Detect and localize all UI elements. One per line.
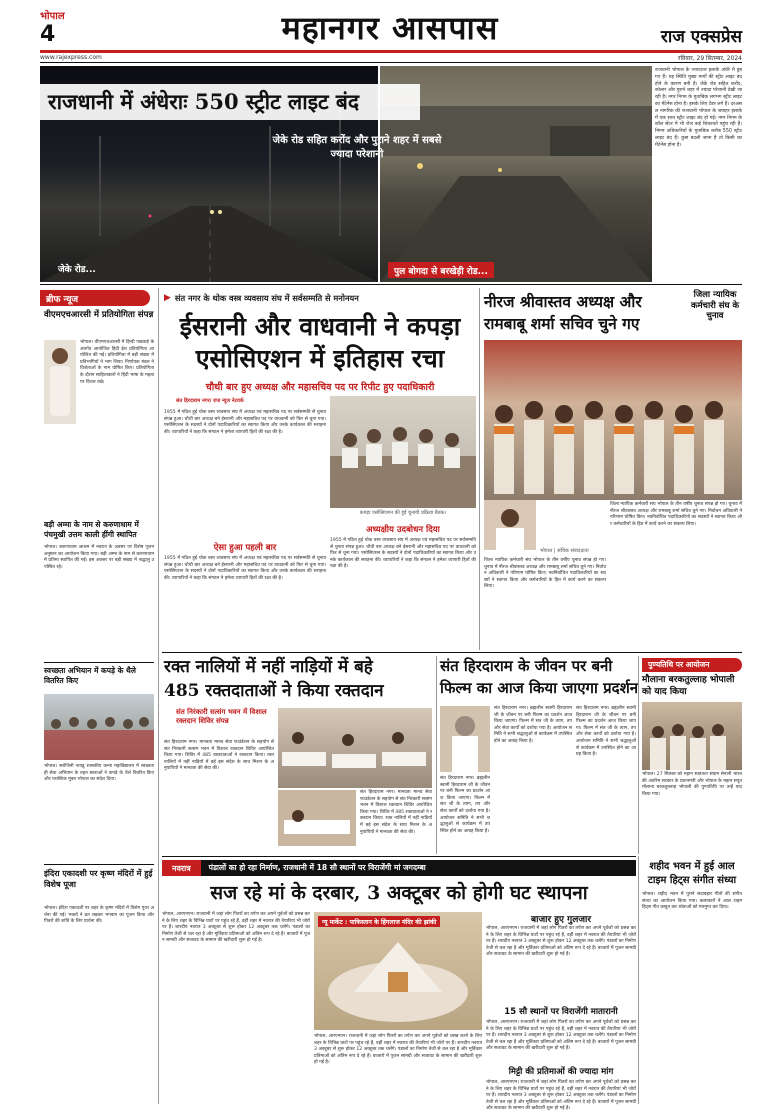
film-headline-1: संत हिरदाराम के जीवन पर बनी — [440, 657, 613, 675]
center-photo — [330, 396, 476, 508]
blood-subhead: संत निरंकारी सत्संग भवन में विशाल रक्तदान शिविर संपन्न — [176, 708, 267, 725]
film-body-3: संत हिरदाराम नगर। ब्रह्मलीन स्वामी हिरदाराम जी के जीवन पर बनी फिल्म का प्रदर्शन आज किया जाएगा। फिल्म में संत जी के त्याग, तप और सेवा कार्यों को दर्शाया गया है। आयोजन समिति ने सभी श्रद्धालुओं से कार्यक्रम में उपस्थित होने का आग्रह किया है। — [440, 776, 490, 834]
lower-rule — [162, 856, 636, 857]
film-body-1: संत हिरदाराम नगर। ब्रह्मलीन स्वामी हिरदाराम जी के जीवन पर बनी फिल्म का प्रदर्शन आज किया जाएगा। फिल्म में संत जी के त्याग, तप और सेवा कार्यों को दर्शाया गया है। आयोजन समिति ने सभी श्रद्धालुओं से कार्यक्रम में उपस्थित होने का आग्रह किया है। — [494, 706, 572, 744]
section-title: महानगर आसपास — [281, 9, 499, 47]
film-divider — [638, 656, 639, 854]
top-story-rule — [40, 284, 742, 285]
blood-photo-1 — [278, 708, 432, 788]
memorial-photo — [642, 702, 742, 770]
paper-name: राज एक्सप्रेस — [660, 27, 742, 47]
group-photo-illustration — [44, 694, 154, 760]
center-kicker — [164, 290, 476, 306]
right-side-head: जिला न्यायिक कर्मचारी संघ के चुनाव — [690, 290, 740, 321]
road-photo-illustration — [380, 66, 652, 282]
navratri-headline: सज रहे मां के दरबार, 3 अक्टूबर को होगी घट स्थापना — [210, 882, 588, 904]
meeting-illustration — [330, 396, 476, 508]
blood-headline-2: 485 रक्तदाताओं ने किया रक्तदान — [164, 681, 384, 701]
right-body-2: जिला न्यायिक कर्मचारी संघ भोपाल के तीन वर्षीय चुनाव संपन्न हो गए। चुनाव में नीरज श्रीवास्तव अध्यक्ष और रामबाबू शर्मा सचिव चुने गए। निर्वाचन अधिकारी ने परिणाम घोषित किए। नवनिर्वाचित पदाधिकारियों का सदस्यों ने स्वागत किया और कर्मचारियों के हित में कार्य करने का संकल्प लिया। — [610, 502, 742, 527]
masthead-rule-2 — [40, 62, 742, 63]
center-headline-1: ईसरानी और वाधवानी ने कपड़ा — [179, 312, 461, 341]
mid-rule — [162, 652, 742, 653]
brief-1-headline: वीएमएचआरसी में प्रतियोगिता संपन्न — [44, 310, 154, 320]
film-photo — [440, 706, 490, 772]
donors-illustration — [278, 708, 432, 788]
navratri-body-4: भोपाल, आरएनएन। राजधानी में जहां लोग पितरों का तर्पण कर अपने पूर्वजों को प्रसन्न करने के लिए शहर के विभिन्न घाटों पर पहुंच रहे हैं, वहीं शहर में नवरात्र की तैयारियां भी जोरों पर हैं। शारदीय नवरात्र 3 अक्टूबर से शुरू होकर 12 अक्टूबर तक चलेंगे। पंडालों का निर्माण तेजी से चल रहा है और मूर्तिकार प्रतिमाओं को अंतिम रूप दे रहे हैं। बाजारों में पूजन सामग्री और सजावट के सामान की खरीदारी शुरू हो गई है। — [486, 1020, 636, 1052]
top-story-subheadline: जेके रोड सहित करोंद और पुराने शहर में सबसे ज्यादा परेशानी — [272, 135, 442, 160]
brief-rule-1 — [44, 662, 154, 663]
center-kicker-text: संत नगर के थोक वस्त्र व्यवसाय संघ में सर्वसम्मति से मनोनयन — [174, 292, 359, 303]
brief-3-photo — [44, 694, 154, 760]
center-body-2: 1955 में गठित हुई थोक वस्त्र व्यवसाय संघ में अध्यक्ष एवं महासचिव पद पर सर्वसम्मति से चुनाव संपन्न हुआ। चौथी बार अध्यक्ष बने ईसरानी और महासचिव पद पर वाधवानी को फिर से चुना गया। एसोसिएशन के सदस्यों ने दोनों पदाधिकारियों का स्वागत किया और उनके कार्यकाल की सराहना की। व्यापारियों ने कहा कि संगठन ने हमेशा व्यापारी हितों की रक्षा की है। — [164, 556, 326, 581]
temple-tableau-illustration — [314, 912, 482, 1030]
brief-rule-2 — [44, 864, 154, 865]
memorial-headline: मौलाना बरकतुल्लाह भोपाली को याद किया — [642, 675, 735, 697]
top-story-headline — [40, 84, 420, 120]
city-label: भोपाल — [40, 11, 65, 22]
blood-body-2: संत हिरदाराम नगर। मानवता मानव सेवा फाउंडेशन के सहयोग से संत निरंकारी सत्संग भवन में विशाल रक्तदान शिविर आयोजित किया गया। शिविर में 485 रक्तदाताओं ने रक्तदान किया। रक्त नालियों में नहीं नाड़ियों में बहे इस संदेश के साथ मिशन के अनुयायियों ने मानवता की सेवा की। — [360, 790, 432, 835]
donor-bed-illustration — [278, 790, 356, 846]
memorial-body: भोपाल। 27 सितंबर को महान स्वतंत्रता संग्राम सेनानी भारत की अंतरिम सरकार के प्रधानमंत्री और भोपाल के महान सपूत मौलाना बरकतुल्लाह भोपाली की पुण्यतिथि पर उन्हें याद किया गया। — [642, 772, 742, 797]
top-story-headline-text: राजधानी में अंधेराः 550 स्ट्रीट लाइट बंद — [48, 89, 360, 114]
website: www.rajexpress.com — [40, 54, 102, 61]
center-subheadline: चौथी बार हुए अध्यक्ष और महासचिव पद पर रिपीट हुए पदाधिकारी — [205, 382, 435, 393]
right-body-1: जिला न्यायिक कर्मचारी संघ भोपाल के तीन वर्षीय चुनाव संपन्न हो गए। चुनाव में नीरज श्रीवास्तव अध्यक्ष और रामबाबू शर्मा सचिव चुने गए। निर्वाचन अधिकारी ने परिणाम घोषित किए। नवनिर्वाचित पदाधिकारियों का सदस्यों ने स्वागत किया और कर्मचारियों के हित में कार्य करने का संकल्प लिया। — [484, 558, 606, 590]
navratri-label: नवरात्र — [162, 860, 201, 876]
film-headline-2: फिल्म का आज किया जाएगा प्रदर्शन — [440, 679, 639, 697]
right-headline-1: नीरज श्रीवास्तव अध्यक्ष और — [484, 292, 642, 311]
navratri-body-2: भोपाल, आरएनएन। राजधानी में जहां लोग पितरों का तर्पण कर अपने पूर्वजों को प्रसन्न करने के लिए शहर के विभिन्न घाटों पर पहुंच रहे हैं, वहीं शहर में नवरात्र की तैयारियां भी जोरों पर हैं। शारदीय नवरात्र 3 अक्टूबर से शुरू होकर 12 अक्टूबर तक चलेंगे। पंडालों का निर्माण तेजी से चल रहा है और मूर्तिकार प्रतिमाओं को अंतिम रूप दे रहे हैं। बाजारों में पूजन सामग्री और सजावट के सामान की खरीदारी शुरू हो गई है। — [314, 1034, 482, 1066]
navratri-ribbon-text: पंडालों का हो रहा निर्माण, राजधानी में 18 सौ स्थानों पर विराजेंगी मां जगदम्बा — [208, 863, 426, 872]
portrait-illustration — [484, 500, 536, 550]
brief-1-body: भोपाल। वीएमएचआरसी में हिन्दी पखवाड़े के अंतर्गत आयोजित हिंदी ईश प्रतियोगिता आयोजित की गई। प्रतियोगिता में बड़ी संख्या में प्रतिभागियों ने भाग लिया। निर्णायक मंडल ने विजेताओं के नाम घोषित किए। प्रतियोगिता के दौरान साहित्यकारों ने हिंदी भाषा के महत्व पर विचार रखे। — [80, 340, 154, 385]
saint-portrait-illustration — [440, 706, 490, 772]
right-photo-caption: भोपाल | संचिक संवाददाता — [540, 548, 589, 554]
right-headline-2: रामबाबू शर्मा सचिव चुने गए — [484, 314, 640, 333]
page-number: 4 — [40, 22, 56, 47]
kicker-arrow-icon: ▶ — [164, 293, 171, 303]
music-headline-1: शहीद भवन में हुई आल — [649, 861, 735, 872]
top-story-body: राजधानी भोपाल के ज्यादातर इलाके अंधेरे में डूब गए हैं। यह स्थिति मुख्य मार्गों की स्ट्रीट लाइट बंद होने के कारण बनी है। जेके रोड सहित करोंद, कोलार और पुराने शहर में ज्यादा परेशानी देखी जा रही है। नगर निगम के मुताबिक लगभग स्ट्रीट लाइट का मेंटेनेंस होना है। इसके लिए टेंडर लगे हैं। दरअसल नागरिक की राजधानी भोपाल के जवाहर इलाके में एक साथ स्ट्रीट लाइट बंद हो गई। नगर निगम के कॉल सेंटर में भी रोज कई शिकायतें पहुंच रही हैं। निगम अधिकारियों के मुताबिक करीब 550 स्ट्रीट लाइट बंद हैं। कुछ बदली जाना है तो किसी का मेंटेनेंस होना है। — [655, 68, 743, 148]
brief-3-headline: स्वच्छता अभियान में कपड़े के थैले वितरित किए — [44, 666, 136, 685]
brief-2-headline: बड़ी अम्मा के नाम से करुणाधाम में पंचमुखी उत्तम काली हींगी स्थापित — [44, 520, 139, 539]
navratri-body-5: भोपाल, आरएनएन। राजधानी में जहां लोग पितरों का तर्पण कर अपने पूर्वजों को प्रसन्न करने के लिए शहर के विभिन्न घाटों पर पहुंच रहे हैं, वहीं शहर में नवरात्र की तैयारियां भी जोरों पर हैं। शारदीय नवरात्र 3 अक्टूबर से शुरू होकर 12 अक्टूबर तक चलेंगे। पंडालों का निर्माण तेजी से चल रहा है और मूर्तिकार प्रतिमाओं को अंतिम रूप दे रहे हैं। बाजारों में पूजन सामग्री और सजावट के सामान की खरीदारी शुरू हो गई है। — [486, 1080, 636, 1112]
center-sidebar-head-1: ऐसा हुआ पहली बार — [213, 543, 277, 553]
brief-column-divider — [158, 288, 159, 1104]
navratri-divider — [638, 856, 639, 1104]
brief-4-body: भोपाल। इंदिरा एकादशी पर शहर के कृष्ण मंदिरों में विशेष पूजा अर्चना की गई। भक्तों ने व्रत रखकर भगवान का पूजन किया और पितरों की शांति के लिए प्रार्थना की। — [44, 906, 154, 925]
blood-divider — [436, 656, 437, 854]
center-column-divider — [479, 288, 480, 650]
brief-3-body: भोपाल। सरोजिनी नायडू शासकीय कन्या महाविद्यालय में स्वच्छता ही सेवा अभियान के तहत छात्राओं ने कपड़े के थैले वितरित किए और प्लास्टिक मुक्त भोपाल का संदेश दिया। — [44, 764, 154, 783]
center-body-3: 1955 में गठित हुई थोक वस्त्र व्यवसाय संघ में अध्यक्ष एवं महासचिव पद पर सर्वसम्मति से चुनाव संपन्न हुआ। चौथी बार अध्यक्ष बने ईसरानी और महासचिव पद पर वाधवानी को फिर से चुना गया। एसोसिएशन के सदस्यों ने दोनों पदाधिकारियों का स्वागत किया और उनके कार्यकाल की सराहना की। व्यापारियों ने कहा कि संगठन ने हमेशा व्यापारी हितों की रक्षा की है। — [330, 538, 476, 570]
right-small-photo — [484, 500, 536, 550]
navratri-body-3: भोपाल, आरएनएन। राजधानी में जहां लोग पितरों का तर्पण कर अपने पूर्वजों को प्रसन्न करने के लिए शहर के विभिन्न घाटों पर पहुंच रहे हैं, वहीं शहर में नवरात्र की तैयारियां भी जोरों पर हैं। शारदीय नवरात्र 3 अक्टूबर से शुरू होकर 12 अक्टूबर तक चलेंगे। पंडालों का निर्माण तेजी से चल रहा है और मूर्तिकार प्रतिमाओं को अंतिम रूप दे रहे हैं। बाजारों में पूजन सामग्री और सजावट के सामान की खरीदारी शुरू हो गई है। — [486, 926, 636, 958]
office-bearers-illustration — [484, 340, 742, 500]
center-photo-caption: कपड़ा एसोसिएशन की हुई चुनावी प्रक्रिया बैठक। — [359, 510, 447, 516]
blood-photo-2 — [278, 790, 356, 846]
center-byline: संत हिरदाराम नगर/ राज न्यूज नेटवर्क — [176, 398, 244, 404]
top-story-photo-2 — [380, 66, 652, 282]
blood-body-1: संत हिरदाराम नगर। मानवता मानव सेवा फाउंडेशन के सहयोग से संत निरंकारी सत्संग भवन में विशाल रक्तदान शिविर आयोजित किया गया। शिविर में 485 रक्तदाताओं ने रक्तदान किया। रक्त नालियों में नहीं नाड़ियों में बहे इस संदेश के साथ मिशन के अनुयायियों ने मानवता की सेवा की। — [164, 740, 274, 772]
masthead-rule — [40, 50, 742, 53]
navratri-sub-2: 15 सौ स्थानों पर विराजेंगी मातारानी — [504, 1007, 618, 1017]
navratri-photo — [314, 912, 482, 1030]
center-headline-2: एसोसिएशन में इतिहास रचा — [195, 344, 445, 373]
center-body-1: 1955 में गठित हुई थोक वस्त्र व्यवसाय संघ में अध्यक्ष एवं महासचिव पद पर सर्वसम्मति से चुनाव संपन्न हुआ। चौथी बार अध्यक्ष बने ईसरानी और महासचिव पद पर वाधवानी को फिर से चुना गया। एसोसिएशन के सदस्यों ने दोनों पदाधिकारियों का स्वागत किया और उनके कार्यकाल की सराहना की। व्यापारियों ने कहा कि संगठन ने हमेशा व्यापारी हितों की रक्षा की है। — [164, 410, 326, 435]
speaker-figure — [44, 340, 76, 424]
brief-news-label: ब्रीफ न्यूज — [40, 290, 150, 306]
center-sidebar-head-2: अध्यक्षीय उदबोधन दिया — [366, 525, 440, 535]
film-body-2: संत हिरदाराम नगर। ब्रह्मलीन स्वामी हिरदाराम जी के जीवन पर बनी फिल्म का प्रदर्शन आज किया जाएगा। फिल्म में संत जी के त्याग, तप और सेवा कार्यों को दर्शाया गया है। आयोजन समिति ने सभी श्रद्धालुओं से कार्यक्रम में उपस्थित होने का आग्रह किया है। — [576, 706, 636, 758]
blood-headline-1: रक्त नालियों में नहीं नाड़ियों में बहे — [164, 657, 373, 677]
music-headline-2: टाइम हिट्स संगीत संध्या — [647, 875, 737, 886]
navratri-sub-3: मिट्टी की प्रतिमाओं की ज्यादा मांग — [508, 1067, 614, 1077]
memorial-label: पुण्यतिथि पर आयोजन — [642, 658, 742, 672]
brief-2-body: भोपाल। करुणाधाम आश्रम में नवरात्र के अवसर पर विशेष पूजन अनुष्ठान का आयोजन किया गया। बड़ी अम्मा के नाम से करुणाधाम में प्रतिमा स्थापित की गई। इस अवसर पर बड़ी संख्या में श्रद्धालु उपस्थित रहे। — [44, 545, 154, 570]
photo-1-caption: जेके रोड... — [58, 265, 96, 275]
gathering-illustration — [642, 702, 742, 770]
navratri-sub-1: बाजार हुए गुलजार — [530, 915, 592, 925]
music-body: भोपाल। शहीद भवन में पुराने सदाबहार गीतों की संगीत संध्या का आयोजन किया गया। कलाकारों ने आल टाइम हिट्स गीत प्रस्तुत कर श्रोताओं को मंत्रमुग्ध कर दिया। — [642, 892, 742, 911]
navratri-body-1: भोपाल, आरएनएन। राजधानी में जहां लोग पितरों का तर्पण कर अपने पूर्वजों को प्रसन्न करने के लिए शहर के विभिन्न घाटों पर पहुंच रहे हैं, वहीं शहर में नवरात्र की तैयारियां भी जोरों पर हैं। शारदीय नवरात्र 3 अक्टूबर से शुरू होकर 12 अक्टूबर तक चलेंगे। पंडालों का निर्माण तेजी से चल रहा है और मूर्तिकार प्रतिमाओं को अंतिम रूप दे रहे हैं। बाजारों में पूजन सामग्री और सजावट के सामान की खरीदारी शुरू हो गई है। — [162, 912, 310, 944]
photo-2-caption: पुल बोगदा से बरखेड़ी रोड... — [388, 262, 494, 278]
right-group-photo — [484, 340, 742, 500]
brief-1-photo — [44, 340, 76, 424]
navratri-photo-caption: न्यू मार्केट : पाकिस्तान के हिंगलाज मंदिर की झांकी — [318, 916, 440, 927]
issue-date: रविवार, 29 सितम्बर, 2024 — [678, 55, 742, 62]
brief-4-headline: इंदिरा एकादशी पर कृष्ण मंदिरों में हुई विशेष पूजा — [44, 868, 153, 889]
navratri-ribbon — [162, 860, 636, 876]
